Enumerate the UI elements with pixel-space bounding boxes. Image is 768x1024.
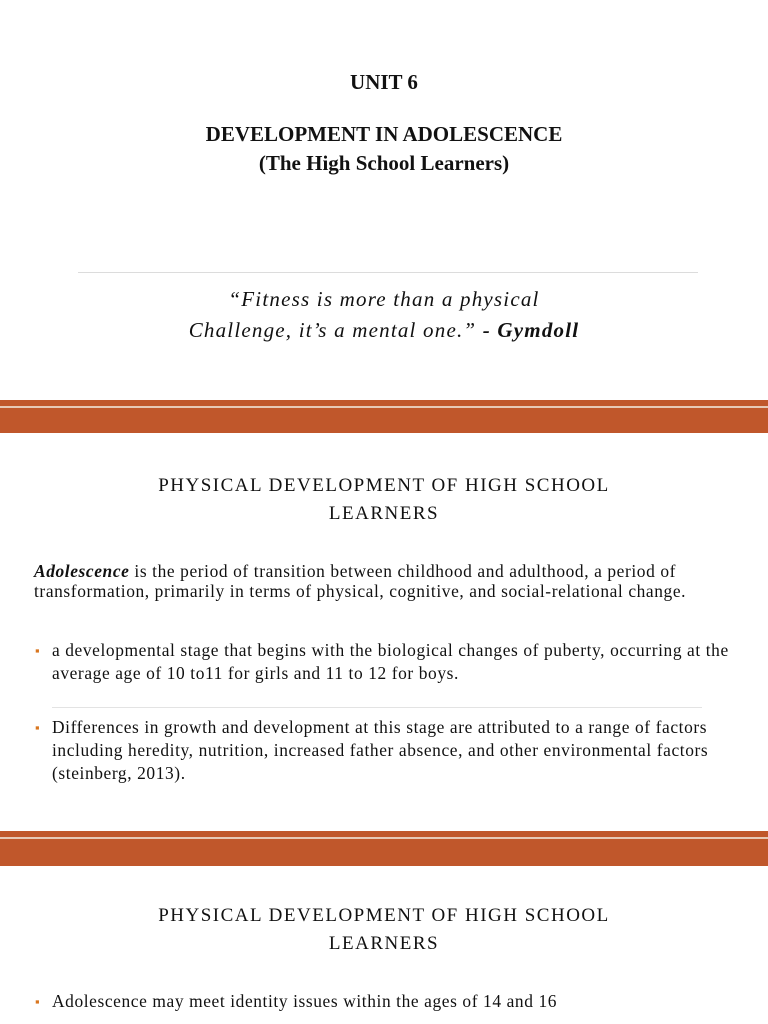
title-line-1: DEVELOPMENT IN ADOLESCENCE	[205, 122, 563, 146]
slide-separator-band	[0, 400, 768, 433]
intro-term: Adolescence	[34, 561, 130, 581]
list-item	[35, 990, 752, 1013]
slide-title-heading	[0, 120, 768, 178]
intro-text: is the period of transition between childhood and adulthood, a period of transformation, primarily in terms of physical, cognitive, and social-relational change.	[34, 561, 687, 601]
quote-line-1: “Fitness is more than a physical	[228, 287, 540, 311]
square-bullet-icon: ▪	[35, 720, 41, 735]
list-item	[35, 639, 752, 685]
slide-title	[0, 0, 768, 400]
heading-line-2: LEARNERS	[328, 933, 440, 954]
intro-paragraph	[34, 561, 744, 601]
title-line-2: (The High School Learners)	[258, 151, 510, 175]
list-item	[35, 716, 752, 785]
square-bullet-icon: ▪	[35, 994, 41, 1009]
title-divider	[78, 272, 698, 273]
heading-line-1: PHYSICAL DEVELOPMENT OF HIGH SCHOOL	[158, 475, 610, 496]
square-bullet-icon: ▪	[35, 643, 41, 658]
list-item-text: Adolescence may meet identity issues within the ages of 14 and 16	[52, 991, 558, 1011]
band-stripe	[0, 837, 768, 839]
slide-physical-development-continued	[0, 866, 768, 1024]
slide-heading	[0, 472, 768, 528]
heading-line-2: LEARNERS	[328, 503, 440, 524]
slide-separator-band	[0, 831, 768, 866]
heading-line-1: PHYSICAL DEVELOPMENT OF HIGH SCHOOL	[158, 905, 610, 926]
quote-line-2-text: Challenge, it’s a mental one.”	[188, 318, 477, 342]
list-item-text: Differences in growth and development at this stage are attributed to a range of factors including heredity, nutrition, increased father absence, and other environmental factors (steinberg, 2013).	[52, 717, 709, 783]
slide-physical-development	[0, 433, 768, 831]
quote	[0, 284, 768, 346]
quote-author: - Gymdoll	[482, 318, 580, 342]
band-stripe	[0, 406, 768, 408]
quote-line-2	[0, 315, 768, 346]
list-item-text: a developmental stage that begins with the biological changes of puberty, occurring at the average age of 10 to11 for girls and 11 to 12 for boys.	[52, 640, 729, 683]
list-divider	[52, 707, 702, 708]
slide-heading	[0, 902, 768, 958]
unit-label: UNIT 6	[350, 70, 418, 94]
